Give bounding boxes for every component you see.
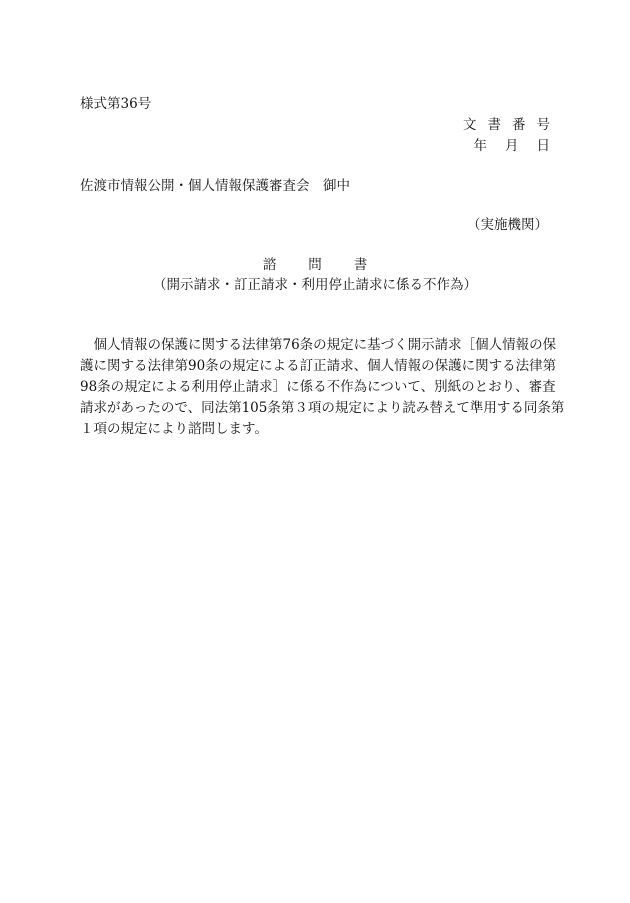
form-number: 様式第36号 <box>80 96 152 112</box>
document-title: 諮問書 <box>262 257 400 273</box>
document-subtitle: （開示請求・訂正請求・利用停止請求に係る不作為） <box>153 277 477 293</box>
body-line: 護に関する法律第90条の規定による訂正請求、個人情報の保護に関する法律第 <box>80 358 557 374</box>
implementing-agency: （実施機関） <box>467 217 548 233</box>
document-number-label: 文書番号 <box>463 117 561 133</box>
body-paragraph <box>80 337 565 444</box>
body-line: 98条の規定による利用停止請求］に係る不作為について、別紙のとおり、審査 <box>80 379 556 395</box>
body-line: １項の規定により諮問します。 <box>80 421 268 437</box>
date-label: 年月日 <box>473 138 568 154</box>
addressee: 佐渡市情報公開・個人情報保護審査会 御中 <box>80 178 350 194</box>
body-line: 請求があったので、同法第105条第３項の規定により読み替えて準用する同条第 <box>80 400 565 416</box>
body-line: 個人情報の保護に関する法律第76条の規定に基づく開示請求［個人情報の保 <box>80 337 557 353</box>
